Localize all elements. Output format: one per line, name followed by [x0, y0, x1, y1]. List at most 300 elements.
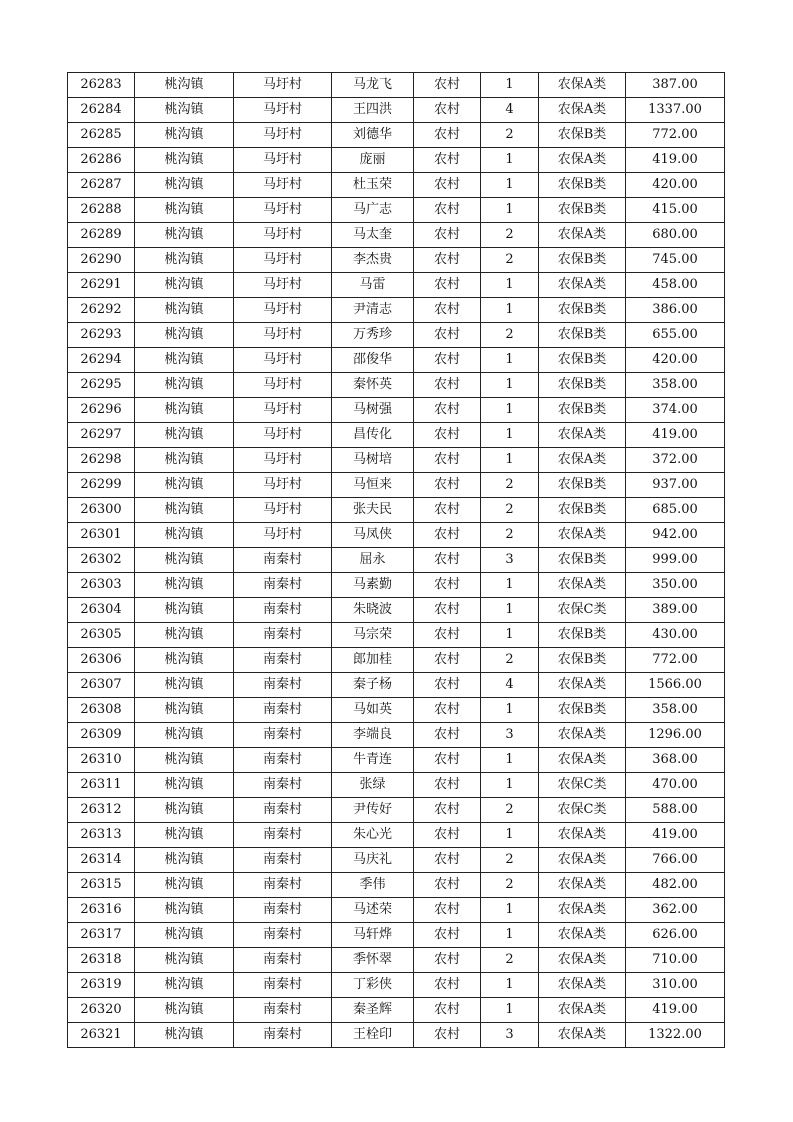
- member-count-cell: 1: [481, 198, 539, 223]
- table-row: [68, 848, 725, 873]
- insurance-category-cell: 农保A类: [539, 848, 626, 873]
- village-cell: 马圩村: [234, 73, 332, 98]
- record-id-cell: 26309: [68, 723, 135, 748]
- member-count-cell: 3: [481, 548, 539, 573]
- insurance-category-cell: 农保A类: [539, 73, 626, 98]
- insurance-category-cell: 农保B类: [539, 198, 626, 223]
- town-cell: 桃沟镇: [135, 748, 234, 773]
- town-cell: 桃沟镇: [135, 123, 234, 148]
- table-body: [68, 73, 725, 1048]
- name-cell: 张夫民: [332, 498, 414, 523]
- town-cell: 桃沟镇: [135, 773, 234, 798]
- household-type-cell: 农村: [414, 598, 481, 623]
- name-cell: 朱晓波: [332, 598, 414, 623]
- village-cell: 南秦村: [234, 923, 332, 948]
- record-id-cell: 26297: [68, 423, 135, 448]
- household-type-cell: 农村: [414, 498, 481, 523]
- member-count-cell: 2: [481, 498, 539, 523]
- insurance-category-cell: 农保B类: [539, 298, 626, 323]
- amount-cell: 419.00: [626, 148, 725, 173]
- household-type-cell: 农村: [414, 823, 481, 848]
- table-row: [68, 273, 725, 298]
- name-cell: 马广志: [332, 198, 414, 223]
- table-row: [68, 473, 725, 498]
- amount-cell: 942.00: [626, 523, 725, 548]
- village-cell: 南秦村: [234, 848, 332, 873]
- member-count-cell: 1: [481, 398, 539, 423]
- member-count-cell: 1: [481, 748, 539, 773]
- insurance-category-cell: 农保A类: [539, 98, 626, 123]
- town-cell: 桃沟镇: [135, 548, 234, 573]
- member-count-cell: 2: [481, 123, 539, 148]
- member-count-cell: 1: [481, 773, 539, 798]
- table-row: [68, 448, 725, 473]
- table-row: [68, 573, 725, 598]
- insurance-category-cell: 农保A类: [539, 923, 626, 948]
- name-cell: 屈永: [332, 548, 414, 573]
- member-count-cell: 1: [481, 448, 539, 473]
- table-row: [68, 73, 725, 98]
- table-row: [68, 248, 725, 273]
- insurance-category-cell: 农保A类: [539, 998, 626, 1023]
- record-id-cell: 26301: [68, 523, 135, 548]
- table-row: [68, 698, 725, 723]
- record-id-cell: 26320: [68, 998, 135, 1023]
- insurance-category-cell: 农保A类: [539, 973, 626, 998]
- village-cell: 马圩村: [234, 198, 332, 223]
- member-count-cell: 1: [481, 698, 539, 723]
- table-row: [68, 548, 725, 573]
- name-cell: 丁彩侠: [332, 973, 414, 998]
- insurance-category-cell: 农保B类: [539, 373, 626, 398]
- record-id-cell: 26289: [68, 223, 135, 248]
- record-id-cell: 26300: [68, 498, 135, 523]
- name-cell: 尹传好: [332, 798, 414, 823]
- amount-cell: 458.00: [626, 273, 725, 298]
- insurance-category-cell: 农保A类: [539, 948, 626, 973]
- member-count-cell: 1: [481, 973, 539, 998]
- member-count-cell: 1: [481, 73, 539, 98]
- town-cell: 桃沟镇: [135, 323, 234, 348]
- table-row: [68, 1023, 725, 1048]
- amount-cell: 772.00: [626, 648, 725, 673]
- household-type-cell: 农村: [414, 248, 481, 273]
- household-type-cell: 农村: [414, 348, 481, 373]
- household-type-cell: 农村: [414, 698, 481, 723]
- table-row: [68, 973, 725, 998]
- amount-cell: 1337.00: [626, 98, 725, 123]
- village-cell: 南秦村: [234, 573, 332, 598]
- name-cell: 马述荣: [332, 898, 414, 923]
- record-id-cell: 26316: [68, 898, 135, 923]
- insurance-category-cell: 农保A类: [539, 898, 626, 923]
- record-id-cell: 26305: [68, 623, 135, 648]
- record-id-cell: 26317: [68, 923, 135, 948]
- name-cell: 秦怀英: [332, 373, 414, 398]
- insurance-category-cell: 农保A类: [539, 223, 626, 248]
- name-cell: 刘德华: [332, 123, 414, 148]
- town-cell: 桃沟镇: [135, 373, 234, 398]
- insurance-category-cell: 农保A类: [539, 423, 626, 448]
- village-cell: 南秦村: [234, 798, 332, 823]
- record-id-cell: 26284: [68, 98, 135, 123]
- town-cell: 桃沟镇: [135, 573, 234, 598]
- record-id-cell: 26308: [68, 698, 135, 723]
- name-cell: 邵俊华: [332, 348, 414, 373]
- household-type-cell: 农村: [414, 173, 481, 198]
- name-cell: 尹清志: [332, 298, 414, 323]
- record-id-cell: 26295: [68, 373, 135, 398]
- village-cell: 马圩村: [234, 398, 332, 423]
- table-row: [68, 873, 725, 898]
- town-cell: 桃沟镇: [135, 698, 234, 723]
- amount-cell: 374.00: [626, 398, 725, 423]
- village-cell: 马圩村: [234, 123, 332, 148]
- name-cell: 马如英: [332, 698, 414, 723]
- town-cell: 桃沟镇: [135, 1023, 234, 1048]
- town-cell: 桃沟镇: [135, 598, 234, 623]
- table-row: [68, 773, 725, 798]
- member-count-cell: 1: [481, 598, 539, 623]
- town-cell: 桃沟镇: [135, 973, 234, 998]
- record-id-cell: 26311: [68, 773, 135, 798]
- record-id-cell: 26286: [68, 148, 135, 173]
- town-cell: 桃沟镇: [135, 98, 234, 123]
- amount-cell: 387.00: [626, 73, 725, 98]
- household-type-cell: 农村: [414, 773, 481, 798]
- table-row: [68, 323, 725, 348]
- member-count-cell: 1: [481, 923, 539, 948]
- town-cell: 桃沟镇: [135, 348, 234, 373]
- name-cell: 李端良: [332, 723, 414, 748]
- town-cell: 桃沟镇: [135, 423, 234, 448]
- member-count-cell: 1: [481, 173, 539, 198]
- town-cell: 桃沟镇: [135, 248, 234, 273]
- record-id-cell: 26304: [68, 598, 135, 623]
- town-cell: 桃沟镇: [135, 473, 234, 498]
- village-cell: 南秦村: [234, 723, 332, 748]
- table-row: [68, 723, 725, 748]
- name-cell: 秦子杨: [332, 673, 414, 698]
- amount-cell: 420.00: [626, 173, 725, 198]
- amount-cell: 626.00: [626, 923, 725, 948]
- town-cell: 桃沟镇: [135, 723, 234, 748]
- insurance-category-cell: 农保A类: [539, 448, 626, 473]
- village-cell: 南秦村: [234, 598, 332, 623]
- insurance-category-cell: 农保C类: [539, 598, 626, 623]
- insurance-category-cell: 农保B类: [539, 548, 626, 573]
- village-cell: 南秦村: [234, 623, 332, 648]
- name-cell: 秦圣辉: [332, 998, 414, 1023]
- record-id-cell: 26298: [68, 448, 135, 473]
- village-cell: 南秦村: [234, 748, 332, 773]
- record-id-cell: 26313: [68, 823, 135, 848]
- household-type-cell: 农村: [414, 873, 481, 898]
- record-id-cell: 26310: [68, 748, 135, 773]
- member-count-cell: 1: [481, 148, 539, 173]
- table-row: [68, 623, 725, 648]
- village-cell: 马圩村: [234, 98, 332, 123]
- town-cell: 桃沟镇: [135, 273, 234, 298]
- member-count-cell: 4: [481, 673, 539, 698]
- village-cell: 马圩村: [234, 248, 332, 273]
- town-cell: 桃沟镇: [135, 523, 234, 548]
- table-row: [68, 148, 725, 173]
- amount-cell: 419.00: [626, 823, 725, 848]
- insurance-category-cell: 农保A类: [539, 873, 626, 898]
- town-cell: 桃沟镇: [135, 673, 234, 698]
- amount-cell: 1296.00: [626, 723, 725, 748]
- village-cell: 南秦村: [234, 948, 332, 973]
- record-id-cell: 26303: [68, 573, 135, 598]
- name-cell: 季怀翠: [332, 948, 414, 973]
- record-id-cell: 26293: [68, 323, 135, 348]
- insurance-category-cell: 农保B类: [539, 173, 626, 198]
- amount-cell: 999.00: [626, 548, 725, 573]
- member-count-cell: 1: [481, 898, 539, 923]
- record-id-cell: 26294: [68, 348, 135, 373]
- town-cell: 桃沟镇: [135, 848, 234, 873]
- town-cell: 桃沟镇: [135, 448, 234, 473]
- village-cell: 马圩村: [234, 348, 332, 373]
- insurance-category-cell: 农保B类: [539, 648, 626, 673]
- household-type-cell: 农村: [414, 848, 481, 873]
- village-cell: 马圩村: [234, 423, 332, 448]
- member-count-cell: 1: [481, 348, 539, 373]
- amount-cell: 685.00: [626, 498, 725, 523]
- member-count-cell: 2: [481, 648, 539, 673]
- name-cell: 杜玉荣: [332, 173, 414, 198]
- amount-cell: 350.00: [626, 573, 725, 598]
- village-cell: 南秦村: [234, 898, 332, 923]
- insurance-category-cell: 农保B类: [539, 323, 626, 348]
- household-type-cell: 农村: [414, 648, 481, 673]
- record-id-cell: 26296: [68, 398, 135, 423]
- town-cell: 桃沟镇: [135, 798, 234, 823]
- member-count-cell: 2: [481, 323, 539, 348]
- village-cell: 南秦村: [234, 973, 332, 998]
- village-cell: 马圩村: [234, 173, 332, 198]
- table-row: [68, 598, 725, 623]
- table-row: [68, 823, 725, 848]
- household-type-cell: 农村: [414, 323, 481, 348]
- member-count-cell: 1: [481, 998, 539, 1023]
- village-cell: 马圩村: [234, 148, 332, 173]
- insurance-category-cell: 农保B类: [539, 248, 626, 273]
- record-id-cell: 26321: [68, 1023, 135, 1048]
- record-id-cell: 26292: [68, 298, 135, 323]
- household-type-cell: 农村: [414, 998, 481, 1023]
- household-type-cell: 农村: [414, 748, 481, 773]
- amount-cell: 772.00: [626, 123, 725, 148]
- table-row: [68, 223, 725, 248]
- member-count-cell: 2: [481, 798, 539, 823]
- record-id-cell: 26288: [68, 198, 135, 223]
- amount-cell: 588.00: [626, 798, 725, 823]
- amount-cell: 419.00: [626, 423, 725, 448]
- name-cell: 马素勤: [332, 573, 414, 598]
- insurance-category-cell: 农保B类: [539, 498, 626, 523]
- town-cell: 桃沟镇: [135, 623, 234, 648]
- member-count-cell: 1: [481, 373, 539, 398]
- town-cell: 桃沟镇: [135, 823, 234, 848]
- village-cell: 南秦村: [234, 1023, 332, 1048]
- village-cell: 马圩村: [234, 223, 332, 248]
- record-id-cell: 26285: [68, 123, 135, 148]
- household-type-cell: 农村: [414, 448, 481, 473]
- town-cell: 桃沟镇: [135, 873, 234, 898]
- village-cell: 南秦村: [234, 673, 332, 698]
- village-cell: 马圩村: [234, 298, 332, 323]
- amount-cell: 420.00: [626, 348, 725, 373]
- table-row: [68, 673, 725, 698]
- amount-cell: 368.00: [626, 748, 725, 773]
- amount-cell: 389.00: [626, 598, 725, 623]
- village-cell: 马圩村: [234, 273, 332, 298]
- household-type-cell: 农村: [414, 973, 481, 998]
- table-row: [68, 348, 725, 373]
- household-type-cell: 农村: [414, 273, 481, 298]
- member-count-cell: 2: [481, 223, 539, 248]
- name-cell: 马树培: [332, 448, 414, 473]
- table-row: [68, 298, 725, 323]
- insurance-category-cell: 农保A类: [539, 748, 626, 773]
- household-type-cell: 农村: [414, 548, 481, 573]
- household-type-cell: 农村: [414, 223, 481, 248]
- household-type-cell: 农村: [414, 948, 481, 973]
- name-cell: 马庆礼: [332, 848, 414, 873]
- name-cell: 马雷: [332, 273, 414, 298]
- household-type-cell: 农村: [414, 198, 481, 223]
- town-cell: 桃沟镇: [135, 73, 234, 98]
- amount-cell: 745.00: [626, 248, 725, 273]
- amount-cell: 1566.00: [626, 673, 725, 698]
- table-row: [68, 898, 725, 923]
- insurance-category-cell: 农保A类: [539, 148, 626, 173]
- household-type-cell: 农村: [414, 123, 481, 148]
- table-row: [68, 498, 725, 523]
- record-id-cell: 26283: [68, 73, 135, 98]
- record-id-cell: 26319: [68, 973, 135, 998]
- amount-cell: 430.00: [626, 623, 725, 648]
- amount-cell: 680.00: [626, 223, 725, 248]
- household-type-cell: 农村: [414, 573, 481, 598]
- table-row: [68, 923, 725, 948]
- household-type-cell: 农村: [414, 423, 481, 448]
- village-cell: 马圩村: [234, 473, 332, 498]
- household-type-cell: 农村: [414, 148, 481, 173]
- household-type-cell: 农村: [414, 298, 481, 323]
- name-cell: 季伟: [332, 873, 414, 898]
- household-type-cell: 农村: [414, 373, 481, 398]
- record-id-cell: 26318: [68, 948, 135, 973]
- member-count-cell: 1: [481, 823, 539, 848]
- table-row: [68, 998, 725, 1023]
- village-cell: 南秦村: [234, 998, 332, 1023]
- amount-cell: 655.00: [626, 323, 725, 348]
- table-row: [68, 123, 725, 148]
- household-type-cell: 农村: [414, 523, 481, 548]
- village-cell: 南秦村: [234, 648, 332, 673]
- village-cell: 马圩村: [234, 323, 332, 348]
- record-id-cell: 26306: [68, 648, 135, 673]
- member-count-cell: 2: [481, 473, 539, 498]
- amount-cell: 482.00: [626, 873, 725, 898]
- town-cell: 桃沟镇: [135, 898, 234, 923]
- amount-cell: 937.00: [626, 473, 725, 498]
- insurance-category-cell: 农保B类: [539, 473, 626, 498]
- household-type-cell: 农村: [414, 1023, 481, 1048]
- name-cell: 万秀珍: [332, 323, 414, 348]
- record-id-cell: 26314: [68, 848, 135, 873]
- name-cell: 王四洪: [332, 98, 414, 123]
- amount-cell: 358.00: [626, 698, 725, 723]
- member-count-cell: 1: [481, 298, 539, 323]
- amount-cell: 1322.00: [626, 1023, 725, 1048]
- amount-cell: 310.00: [626, 973, 725, 998]
- member-count-cell: 2: [481, 948, 539, 973]
- name-cell: 庞丽: [332, 148, 414, 173]
- household-type-cell: 农村: [414, 898, 481, 923]
- name-cell: 王栓印: [332, 1023, 414, 1048]
- household-type-cell: 农村: [414, 623, 481, 648]
- household-type-cell: 农村: [414, 723, 481, 748]
- member-count-cell: 1: [481, 423, 539, 448]
- insurance-category-cell: 农保A类: [539, 723, 626, 748]
- amount-cell: 386.00: [626, 298, 725, 323]
- table-row: [68, 398, 725, 423]
- insurance-category-cell: 农保B类: [539, 348, 626, 373]
- table-row: [68, 173, 725, 198]
- member-count-cell: 4: [481, 98, 539, 123]
- record-id-cell: 26287: [68, 173, 135, 198]
- name-cell: 朱心光: [332, 823, 414, 848]
- insurance-category-cell: 农保A类: [539, 1023, 626, 1048]
- record-id-cell: 26302: [68, 548, 135, 573]
- benefit-roster-table: [67, 72, 725, 1048]
- record-id-cell: 26290: [68, 248, 135, 273]
- name-cell: 马宗荣: [332, 623, 414, 648]
- name-cell: 马树强: [332, 398, 414, 423]
- table-row: [68, 423, 725, 448]
- household-type-cell: 农村: [414, 798, 481, 823]
- amount-cell: 358.00: [626, 373, 725, 398]
- village-cell: 马圩村: [234, 373, 332, 398]
- name-cell: 牛青连: [332, 748, 414, 773]
- town-cell: 桃沟镇: [135, 923, 234, 948]
- village-cell: 马圩村: [234, 523, 332, 548]
- table-row: [68, 948, 725, 973]
- table-row: [68, 748, 725, 773]
- town-cell: 桃沟镇: [135, 998, 234, 1023]
- record-id-cell: 26315: [68, 873, 135, 898]
- insurance-category-cell: 农保A类: [539, 823, 626, 848]
- insurance-category-cell: 农保A类: [539, 673, 626, 698]
- record-id-cell: 26291: [68, 273, 135, 298]
- table-row: [68, 648, 725, 673]
- insurance-category-cell: 农保B类: [539, 123, 626, 148]
- insurance-category-cell: 农保C类: [539, 773, 626, 798]
- name-cell: 李杰贵: [332, 248, 414, 273]
- town-cell: 桃沟镇: [135, 498, 234, 523]
- member-count-cell: 3: [481, 723, 539, 748]
- member-count-cell: 3: [481, 1023, 539, 1048]
- amount-cell: 470.00: [626, 773, 725, 798]
- name-cell: 张绿: [332, 773, 414, 798]
- town-cell: 桃沟镇: [135, 173, 234, 198]
- village-cell: 南秦村: [234, 823, 332, 848]
- insurance-category-cell: 农保B类: [539, 398, 626, 423]
